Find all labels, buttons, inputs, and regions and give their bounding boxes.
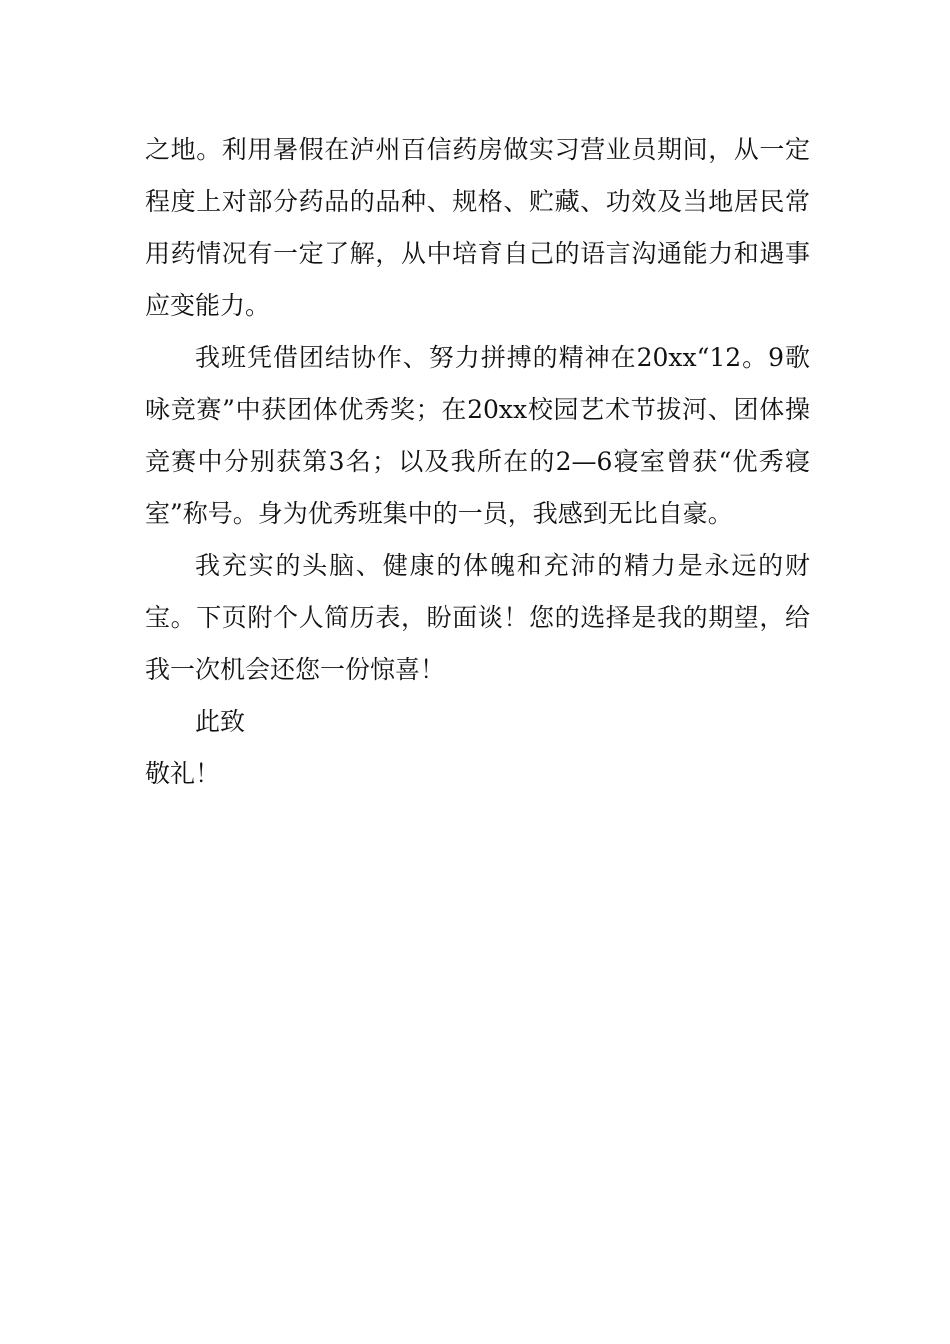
- letter-body: [145, 124, 810, 800]
- paragraph-continuation: 之地。利用暑假在泸州百信药房做实习营业员期间，从一定程度上对部分药品的品种、规格、贮藏、功效及当地居民常用药情况有一定了解，从中培育自己的语言沟通能力和遇事应变能力。: [145, 135, 810, 320]
- closing-salutation: 此致: [195, 707, 246, 736]
- closing-regards: 敬礼！: [145, 759, 221, 788]
- paragraph-closing-statement: 我充实的头脑、健康的体魄和充沛的精力是永远的财宝。下页附个人简历表，盼面谈！您的选择是我的期望，给我一次机会还您一份惊喜！: [145, 551, 810, 684]
- paragraph-class-honors: 我班凭借团结协作、努力拼搏的精神在20xx“12。9歌咏竞赛”中获团体优秀奖；在20xx校园艺术节拔河、团体操竞赛中分别获第3名；以及我所在的2—6寝室曾获“优秀寝室”称号。身为优秀班集中的一员，我感到无比自豪。: [145, 343, 811, 528]
